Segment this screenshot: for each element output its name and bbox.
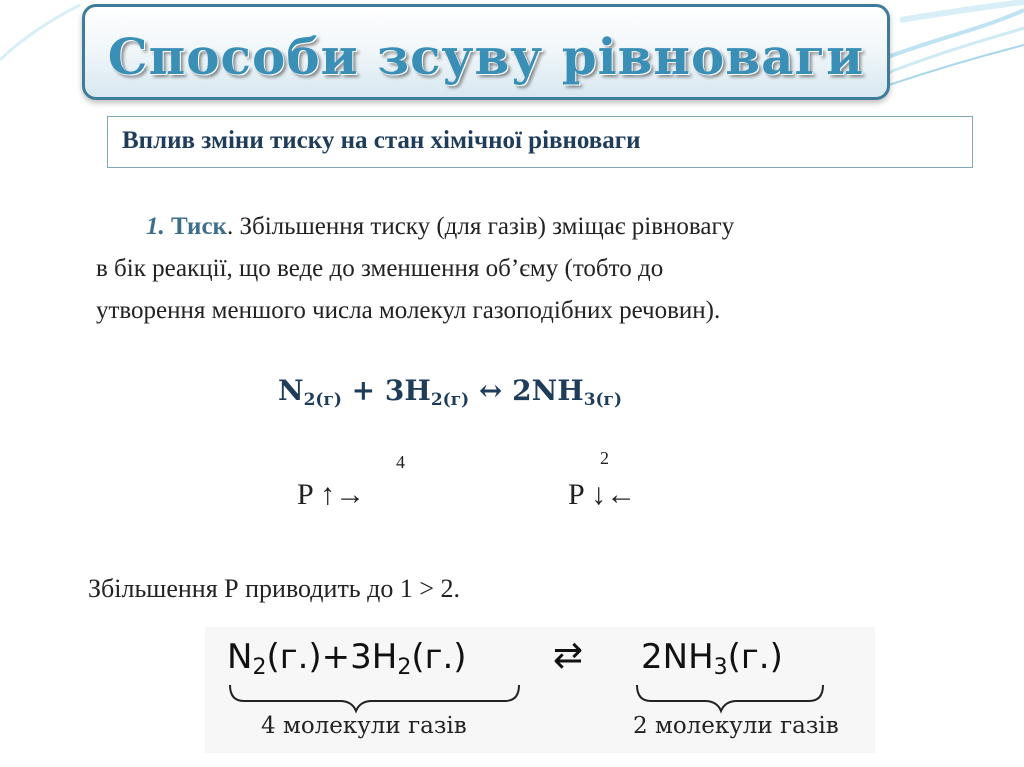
- paragraph-line-1: [96, 206, 976, 248]
- eq-nh3-sub: 3(г): [583, 390, 623, 410]
- reaction-scheme-image: [205, 627, 875, 753]
- eq-n2: N: [278, 374, 304, 407]
- lead-term: Тиск: [171, 213, 227, 240]
- eq-nh3: ↔ 2NH: [469, 374, 584, 407]
- line1-rest: . Збільшення тиску (для газів) зміщає рівновагу: [226, 213, 735, 240]
- pressure-increase-label: P ↑→: [297, 478, 366, 511]
- lead-number: 1.: [146, 213, 165, 240]
- left-molecule-count: 4: [396, 452, 405, 472]
- eq-h2: + 3H: [341, 374, 431, 407]
- scheme-nh: 2NH: [641, 637, 714, 677]
- scheme-nh-sub: 3: [713, 655, 728, 680]
- scheme-nh-state: (г.): [727, 637, 783, 677]
- paragraph-line-3: утворення меншого числа молекул газоподібних речовин).: [96, 297, 721, 324]
- subtitle-box: [107, 116, 973, 168]
- eq-h2-sub: 2(г): [430, 390, 470, 410]
- right-molecule-count: 2: [600, 448, 609, 468]
- scheme-left-formula: [227, 637, 467, 680]
- conclusion-text: Збільшення Р приводить до 1 > 2.: [88, 574, 461, 603]
- subtitle: Вплив зміни тиску на стан хімічної рівноваги: [122, 127, 641, 154]
- page-title: Способи зсуву рівноваги: [107, 27, 865, 86]
- equilibrium-arrow-icon: ⇄: [553, 635, 584, 676]
- scheme-h: (г.)+3H: [266, 637, 398, 677]
- ammonia-equation: [278, 374, 622, 410]
- eq-n2-sub: 2(г): [303, 390, 342, 410]
- scheme-h-state: (г.): [411, 637, 467, 677]
- left-caption: 4 молекули газів: [261, 713, 467, 739]
- right-caption: 2 молекули газів: [633, 713, 839, 739]
- scheme-n-sub: 2: [252, 655, 267, 680]
- scheme-n: N: [227, 637, 253, 677]
- scheme-h-sub: 2: [397, 655, 412, 680]
- title-banner: [82, 4, 890, 100]
- pressure-decrease-label: P ↓←: [568, 478, 637, 511]
- paragraph-line-2: в бік реакції, що веде до зменшення об’єму (тобто до: [96, 255, 664, 282]
- scheme-right-formula: [641, 637, 783, 680]
- pressure-paragraph: [96, 206, 976, 332]
